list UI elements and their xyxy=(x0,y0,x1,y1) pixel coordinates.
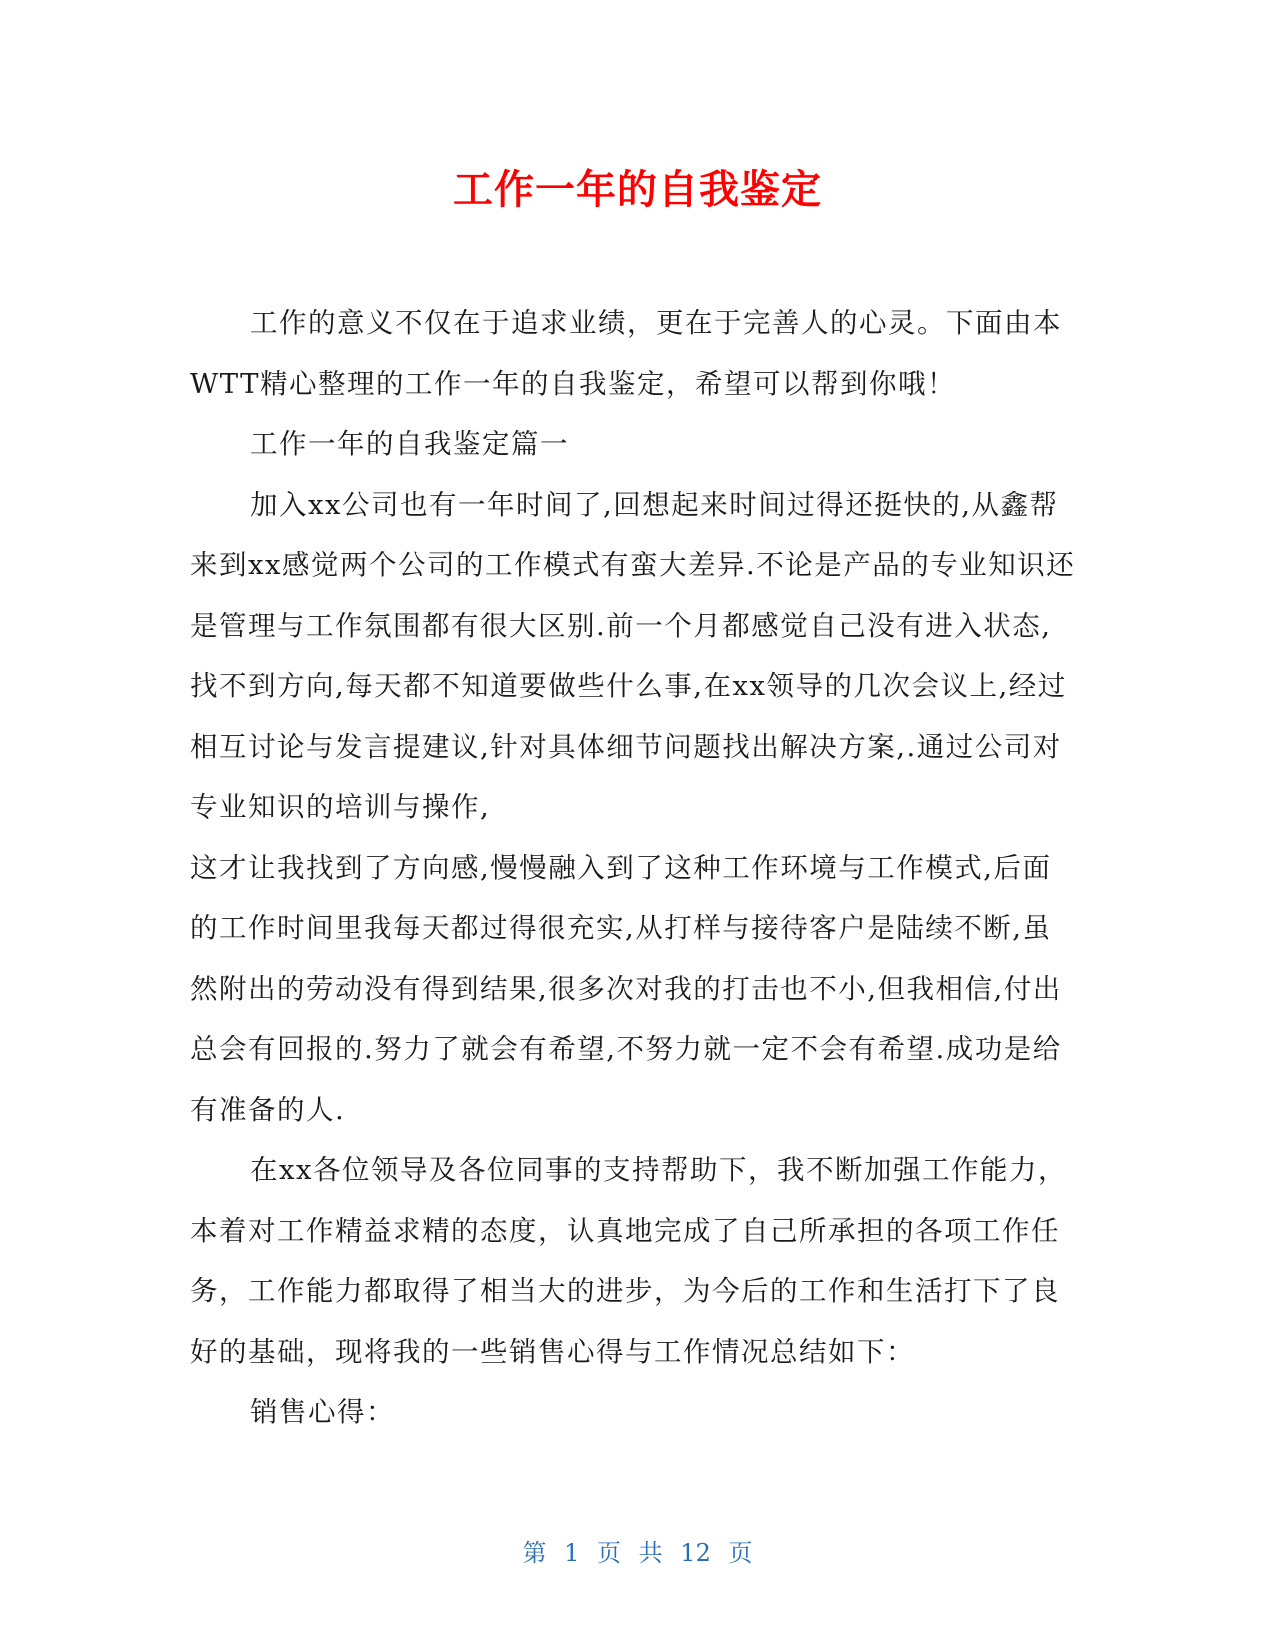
body-paragraph-2: 这才让我找到了方向感,慢慢融入到了这种工作环境与工作模式,后面的工作时间里我每天都过得很充实,从打样与接待客户是陆续不断,虽然附出的劳动没有得到结果,很多次对我的打击也不小,但我相信,付出总会有回报的.努力了就会有希望,不努力就一定不会有希望.成功是给有准备的人. xyxy=(190,851,1062,1126)
intro-paragraph: 工作的意义不仅在于追求业绩，更在于完善人的心灵。下面由本WTT精心整理的工作一年的自我鉴定，希望可以帮到你哦！ xyxy=(190,307,1062,400)
page-number-footer: 第 1 页 共 12 页 xyxy=(522,1539,753,1567)
document-body xyxy=(190,293,1080,1443)
document-title: 工作一年的自我鉴定 xyxy=(453,167,822,213)
body-paragraph-3: 在xx各位领导及各位同事的支持帮助下，我不断加强工作能力，本着对工作精益求精的态度，认真地完成了自己所承担的各项工作任务，工作能力都取得了相当大的进步，为今后的工作和生活打下了良好的基础，现将我的一些销售心得与工作情况总结如下： xyxy=(190,1154,1068,1368)
body-paragraph-1: 加入xx公司也有一年时间了,回想起来时间过得还挺快的,从鑫帮来到xx感觉两个公司的工作模式有蛮大差异.不论是产品的专业知识还是管理与工作氛围都有很大区别.前一个月都感觉自己没有进入状态,找不到方向,每天都不知道要做些什么事,在xx领导的几次会议上,经过相互讨论与发言提建议,针对具体细节问题找出解决方案,.通过公司对专业知识的培训与操作, xyxy=(190,488,1076,823)
subheading-sales: 销售心得： xyxy=(250,1396,395,1428)
section-heading: 工作一年的自我鉴定篇一 xyxy=(250,428,569,460)
